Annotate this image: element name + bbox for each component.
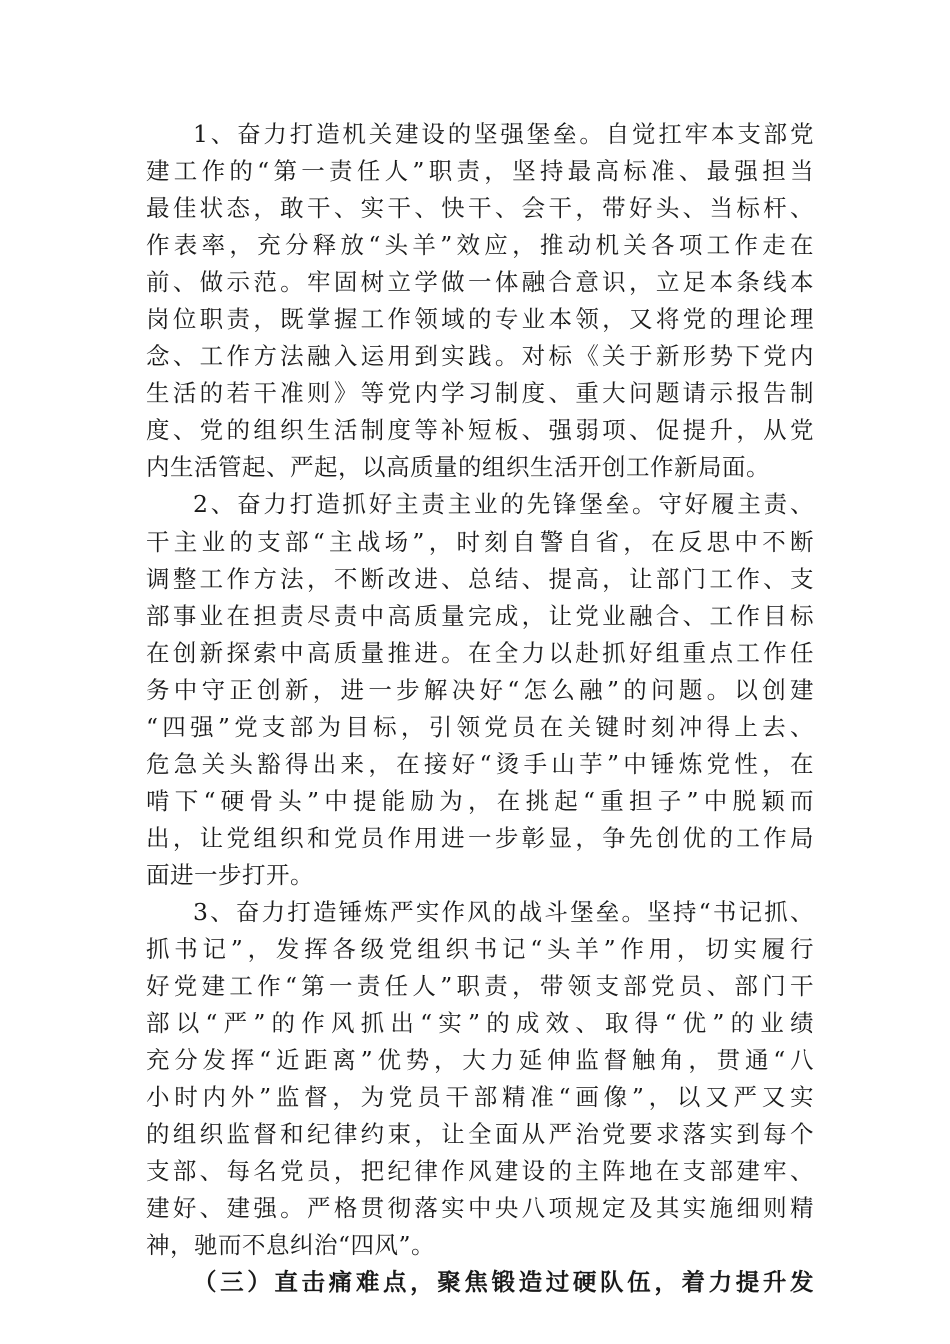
paragraph-2-line-8: 危急关头豁得出来，在接好“烫手山芋”中锤炼党性，在 xyxy=(146,749,814,778)
paragraph-1-line-6: 岗位职责，既掌握工作领域的专业本领，又将党的理论理 xyxy=(146,305,814,334)
paragraph-1-line-4: 作表率，充分释放“头羊”效应，推动机关各项工作走在 xyxy=(146,231,814,260)
paragraph-1-line-1: 1、奋力打造机关建设的坚强堡垒。自觉扛牢本支部党 xyxy=(193,120,814,148)
paragraph-2-line-10: 出，让党组织和党员作用进一步彰显，争先创优的工作局 xyxy=(146,823,814,852)
paragraph-3-line-7: 的组织监督和纪律约束，让全面从严治党要求落实到每个 xyxy=(146,1120,814,1149)
paragraph-2-line-11: 面进一步打开。 xyxy=(146,860,314,889)
paragraph-2-line-2: 干主业的支部“主战场”，时刻自警自省，在反思中不断 xyxy=(146,527,814,556)
paragraph-3-line-1: 3、奋力打造锤炼严实作风的战斗堡垒。坚持“书记抓、 xyxy=(193,897,814,926)
paragraph-3-line-9: 建好、建强。严格贯彻落实中央八项规定及其实施细则精 xyxy=(146,1194,814,1223)
paragraph-3-line-3: 好党建工作“第一责任人”职责，带领支部党员、部门干 xyxy=(146,972,814,1001)
paragraph-1-line-2: 建工作的“第一责任人”职责，坚持最高标准、最强担当 xyxy=(146,157,814,186)
paragraph-2-line-7: “四强”党支部为目标，引领党员在关键时刻冲得上去、 xyxy=(146,712,814,741)
paragraph-2-line-4: 部事业在担责尽责中高质量完成，让党业融合、工作目标 xyxy=(146,601,814,630)
paragraph-2-line-6: 务中守正创新，进一步解决好“怎么融”的问题。以创建 xyxy=(146,675,814,704)
section-heading: （三）直击痛难点，聚焦锻造过硬队伍，着力提升发 xyxy=(193,1268,814,1297)
paragraph-2-line-5: 在创新探索中高质量推进。在全力以赴抓好组重点工作任 xyxy=(146,638,814,667)
paragraph-3-line-5: 充分发挥“近距离”优势，大力延伸监督触角，贯通“八 xyxy=(146,1046,814,1075)
paragraph-2-line-3: 调整工作方法，不断改进、总结、提高，让部门工作、支 xyxy=(146,564,814,593)
paragraph-1-line-10: 内生活管起、严起，以高质量的组织生活开创工作新局面。 xyxy=(146,453,770,482)
paragraph-1-line-9: 度、党的组织生活制度等补短板、强弱项、促提升，从党 xyxy=(146,416,814,445)
paragraph-1-line-7: 念、工作方法融入运用到实践。对标《关于新形势下党内 xyxy=(146,342,814,371)
paragraph-1-line-5: 前、做示范。牢固树立学做一体融合意识，立足本条线本 xyxy=(146,268,814,297)
paragraph-3-line-4: 部以“严”的作风抓出“实”的成效、取得“优”的业绩 xyxy=(146,1009,814,1038)
paragraph-3-line-8: 支部、每名党员，把纪律作风建设的主阵地在支部建牢、 xyxy=(146,1157,814,1186)
paragraph-3-line-2: 抓书记”，发挥各级党组织书记“头羊”作用，切实履行 xyxy=(146,935,814,964)
paragraph-3-line-6: 小时内外”监督，为党员干部精准“画像”，以又严又实 xyxy=(146,1083,814,1112)
paragraph-1-line-3: 最佳状态，敢干、实干、快干、会干，带好头、当标杆、 xyxy=(146,194,814,223)
paragraph-1-line-8: 生活的若干准则》等党内学习制度、重大问题请示报告制 xyxy=(146,379,814,408)
paragraph-3-line-10: 神，驰而不息纠治“四风”。 xyxy=(146,1231,436,1260)
paragraph-2-line-9: 啃下“硬骨头”中提能励为，在挑起“重担子”中脱颖而 xyxy=(146,786,814,815)
paragraph-2-line-1: 2、奋力打造抓好主责主业的先锋堡垒。守好履主责、 xyxy=(193,490,814,519)
document-body xyxy=(146,116,814,1302)
